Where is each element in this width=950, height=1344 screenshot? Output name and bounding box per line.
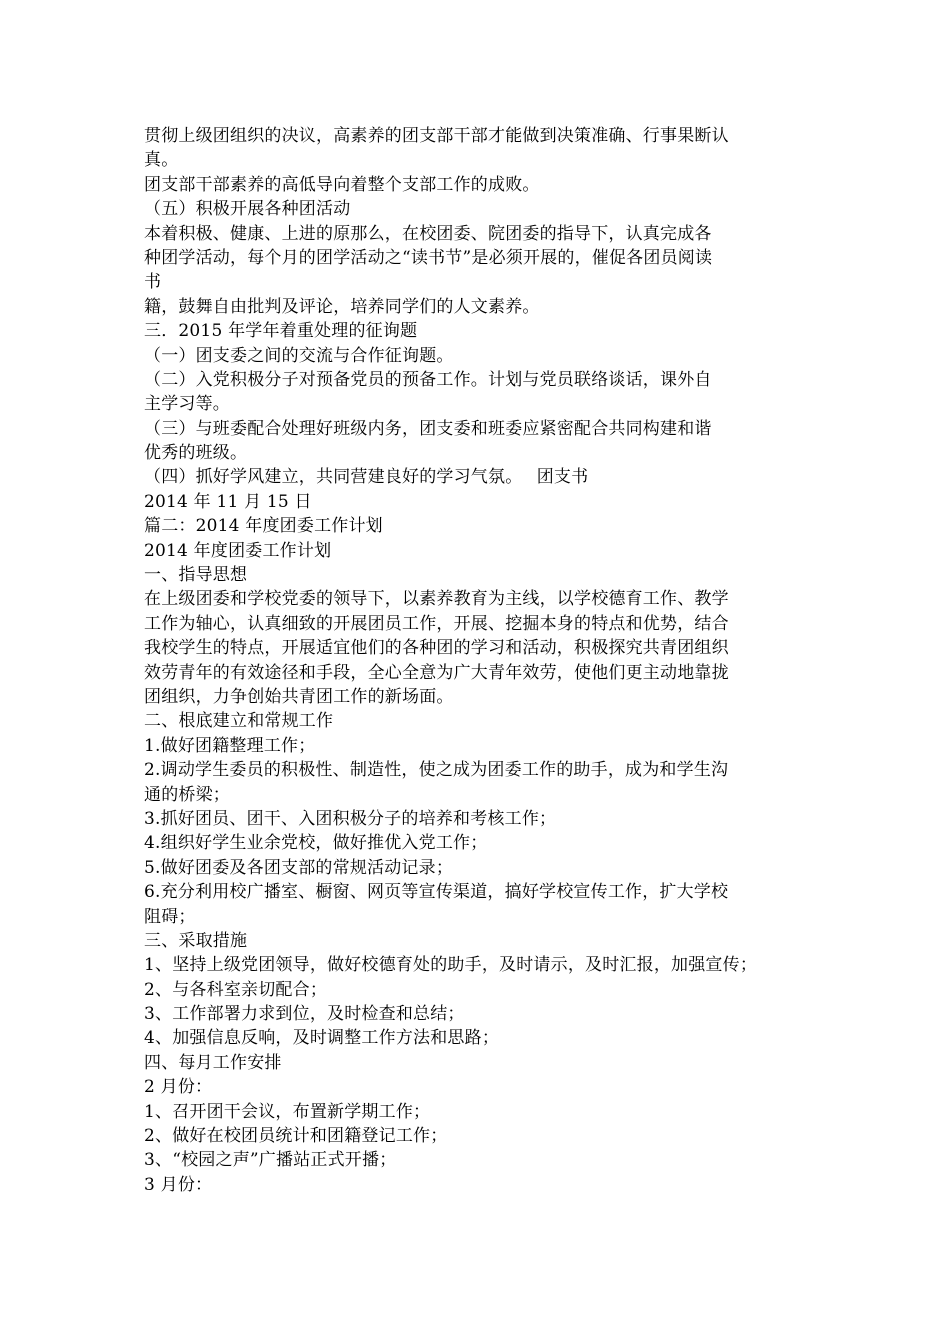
text-line: （二）入党积极分子对预备党员的预备工作。计划与党员联络谈话，课外自 bbox=[144, 369, 712, 390]
section-heading: 二、根底建立和常规工作 bbox=[144, 711, 334, 732]
list-item: 2、与各科室亲切配合； bbox=[144, 979, 328, 1000]
text-line: 籍，鼓舞自由批判及评论，培养同学们的人文素养。 bbox=[144, 296, 540, 317]
month-heading: 3 月份： bbox=[144, 1174, 213, 1195]
text-line: 在上级团委和学校党委的领导下，以素养教育为主线，以学校德育工作、教学 bbox=[144, 589, 729, 610]
list-item: 1、召开团干会议，布置新学期工作； bbox=[144, 1101, 431, 1122]
list-item: 4.组织好学生业余党校，做好推优入党工作； bbox=[144, 833, 488, 854]
list-item: 1、坚持上级党团领导，做好校德育处的助手，及时请示，及时汇报，加强宣传； bbox=[144, 955, 758, 976]
month-heading: 2 月份： bbox=[144, 1077, 213, 1098]
section-heading: （五）积极开展各种团活动 bbox=[144, 199, 351, 220]
text-line: （一）团支委之间的交流与合作征询题。 bbox=[144, 345, 454, 366]
text-line: 阻碍； bbox=[144, 906, 196, 927]
list-item: 2.调动学生委员的积极性、制造性，使之成为团委工作的助手，成为和学生沟 bbox=[144, 760, 729, 781]
section-heading: 四、每月工作安排 bbox=[144, 1052, 282, 1073]
text-line: 优秀的班级。 bbox=[144, 443, 248, 464]
text-line: 团支部干部素养的高低导向着整个支部工作的成败。 bbox=[144, 174, 540, 195]
list-item: 2、做好在校团员统计和团籍登记工作； bbox=[144, 1126, 448, 1147]
list-item: 3、“校园之声”广播站正式开播； bbox=[144, 1150, 397, 1171]
text-line: 通的桥梁； bbox=[144, 784, 230, 805]
text-line: 工作为轴心，认真细致的开展团员工作，开展、挖掘本身的特点和优势，结合 bbox=[144, 613, 729, 634]
text-line: 种团学活动，每个月的团学活动之“读书节”是必须开展的，催促各团员阅读 bbox=[144, 247, 713, 268]
list-item: 3.抓好团员、团干、入团积极分子的培养和考核工作； bbox=[144, 808, 557, 829]
list-item: 4、加强信息反响，及时调整工作方法和思路； bbox=[144, 1028, 500, 1049]
text-line: 真。 bbox=[144, 150, 179, 171]
text-line: 主学习等。 bbox=[144, 394, 230, 415]
section-heading: 三、采取措施 bbox=[144, 930, 248, 951]
list-item: 6.充分利用校广播室、橱窗、网页等宣传渠道，搞好学校宣传工作，扩大学校 bbox=[144, 882, 729, 903]
section-heading: 三．2015 年学年着重处理的征询题 bbox=[144, 321, 418, 342]
text-line: （三）与班委配合处理好班级内务，团支委和班委应紧密配合共同构建和谐 bbox=[144, 418, 712, 439]
text-line: 我校学生的特点，开展适宜他们的各种团的学习和活动，积极探究共青团组织 bbox=[144, 638, 729, 659]
text-line: 本着积极、健康、上进的原那么，在校团委、院团委的指导下，认真完成各 bbox=[144, 223, 712, 244]
text-line: 团组织，力争创始共青团工作的新场面。 bbox=[144, 686, 454, 707]
section-heading: 一、指导思想 bbox=[144, 565, 248, 586]
section-heading: 篇二：2014 年度团委工作计划 bbox=[144, 516, 383, 537]
list-item: 3、工作部署力求到位，及时检查和总结； bbox=[144, 1004, 465, 1025]
text-line: 书 bbox=[144, 272, 162, 293]
document-body bbox=[144, 124, 824, 1197]
text-line: 效劳青年的有效途径和手段，全心全意为广大青年效劳，使他们更主动地靠拢 bbox=[144, 662, 729, 683]
text-line: （四）抓好学风建立，共同营建良好的学习气氛。 团支书 bbox=[144, 467, 589, 488]
document-title: 2014 年度团委工作计划 bbox=[144, 540, 332, 561]
date-line: 2014 年 11 月 15 日 bbox=[144, 491, 312, 512]
text-line: 贯彻上级团组织的决议，高素养的团支部干部才能做到决策准确、行事果断认 bbox=[144, 126, 729, 146]
list-item: 5.做好团委及各团支部的常规活动记录； bbox=[144, 857, 454, 878]
list-item: 1.做好团籍整理工作； bbox=[144, 735, 316, 756]
